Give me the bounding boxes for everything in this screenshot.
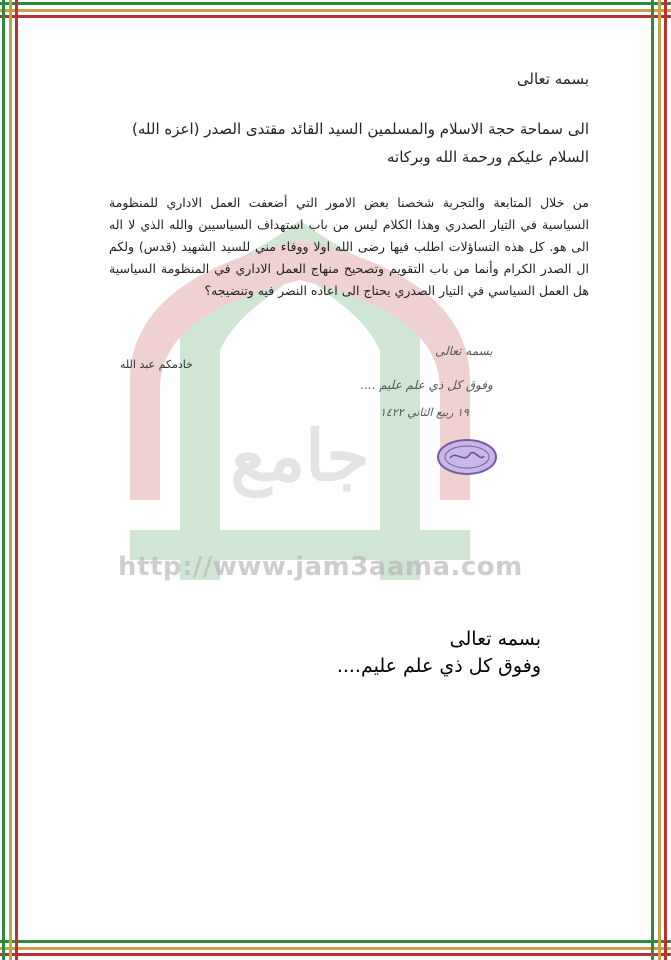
handwritten-reply: وفوق كل ذي علم عليم .... — [360, 378, 493, 392]
reply-text: وفوق كل ذي علم عليم.... — [336, 655, 541, 677]
decorative-border-bottom — [0, 938, 671, 960]
watermark-url: http://www.jam3aama.com — [118, 552, 523, 582]
letter-signature: خادمكم عبد الله — [120, 358, 193, 371]
letter-greeting: السلام عليكم ورحمة الله وبركاته — [387, 148, 589, 166]
letter-address: الى سماحة حجة الاسلام والمسلمين السيد القائد مقتدى الصدر (اعزه الله) — [132, 120, 589, 138]
seal-stamp — [436, 438, 498, 476]
decorative-border-top — [0, 0, 671, 22]
decorative-border-left — [0, 0, 22, 960]
svg-text:جامع: جامع — [230, 414, 370, 497]
handwritten-basmala: بسمه تعالى — [435, 344, 493, 358]
decorative-border-right — [649, 0, 671, 960]
handwritten-date: ١٩ ربيع الثاني ١٤٢٢ — [380, 406, 469, 419]
letter-body: من خلال المتابعة والتجربة شخصنا بعض الامور التي أضعفت العمل الاداري للمنظومة السياسية في التيار الصدري وهذا الكلام ليس من باب استهداف السياسيين والله الذي لا اله الى هو. كل هذه التساؤلات اطلب فيها رضى الله اولا ووفاء مني للسيد الشهيد (قدس) ولكم ال الصدر الكرام وأنما من باب التقويم وتصحيح منهاج العمل الاداري في المنظومة السياسية هل العمل السياسي في التيار الصدري يحتاج الى اعاده النضر فيه وتنضيجه؟ — [109, 195, 589, 298]
reply-basmala: بسمه تعالى — [449, 628, 541, 650]
letter-basmala: بسمه تعالى — [516, 70, 589, 88]
